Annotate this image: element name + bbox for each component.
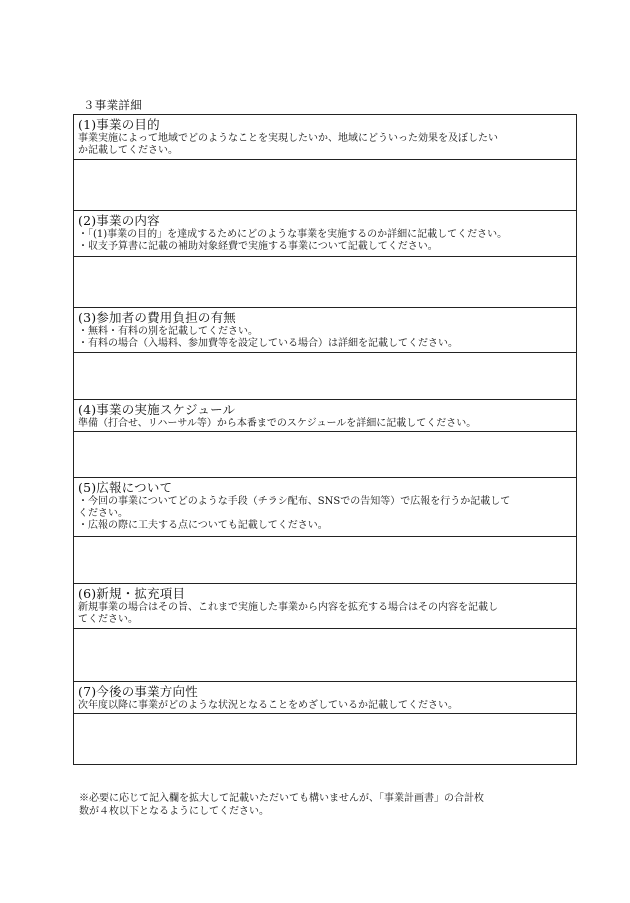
section-3-instruction-line: ・無料・有料の別を記載してください。 <box>78 326 258 337</box>
section-4-header-row <box>74 400 577 432</box>
section-2-instruction-line: ・「(1)事業の目的」を達成するためにどのような事業を実施するのか詳細に記載してください。 <box>78 229 508 240</box>
section-6-instruction-line: てください。 <box>78 614 138 625</box>
section-6-instruction-line: 新規事業の場合はその旨、これまで実施した事業から内容を拡充する場合はその内容を記載し <box>78 602 498 613</box>
section-5-answer-row <box>74 537 577 584</box>
section-6-answer-row <box>74 629 577 682</box>
section-1-instruction-line: か記載してください。 <box>78 145 178 156</box>
section-5-header-row <box>74 478 577 537</box>
section-4-answer-field[interactable] <box>74 432 577 478</box>
section-7-title: (7)今後の事業方向性 <box>78 684 198 699</box>
section-6-answer-field[interactable] <box>74 629 577 682</box>
section-2-header <box>74 211 577 257</box>
document-title: ３事業詳細 <box>83 98 142 112</box>
section-1-header <box>74 115 577 160</box>
section-3-answer-row <box>74 353 577 400</box>
section-2-answer-row <box>74 257 577 308</box>
section-1-answer-field[interactable] <box>74 160 577 211</box>
section-1-title: (1)事業の目的 <box>78 117 160 132</box>
section-2-instruction-line: ・収支予算書に記載の補助対象経費で実施する事業について記載してください。 <box>78 241 438 252</box>
section-2-answer-field[interactable] <box>74 257 577 308</box>
footnote <box>79 792 569 818</box>
section-7-answer-field[interactable] <box>74 714 577 765</box>
section-3-header <box>74 308 577 353</box>
section-2-header-row <box>74 211 577 257</box>
section-5-title: (5)広報について <box>78 480 173 495</box>
section-7-instruction-line: 次年度以降に事業がどのような状況となることをめざしているか記載してください。 <box>78 700 458 711</box>
section-6-header <box>74 584 577 629</box>
section-2-title: (2)事業の内容 <box>78 213 160 228</box>
section-3-instruction-line: ・有料の場合（入場料、参加費等を設定している場合）は詳細を記載してください。 <box>78 338 458 349</box>
footnote-line: ※必要に応じて記入欄を拡大して記載いただいても構いませんが、「事業計画書」の合計枚 <box>79 793 484 804</box>
section-4-answer-row <box>74 432 577 478</box>
section-4-instruction-line: 準備（打合せ、リハーサル等）から本番までのスケジュールを詳細に記載してください。 <box>78 418 477 429</box>
section-6-title: (6)新規・拡充項目 <box>78 586 186 601</box>
section-5-instruction-line: ください。 <box>78 508 128 519</box>
section-1-instruction-line: 事業実施によって地域でどのようなことを実現したいか、地域にどういった効果を及ぼしたい <box>78 133 498 144</box>
section-1-answer-row <box>74 160 577 211</box>
footnote-line: 数が４枚以下となるようにしてください。 <box>79 806 269 817</box>
section-6-header-row <box>74 584 577 629</box>
section-5-instruction-line: ・広報の際に工夫する点についても記載してください。 <box>78 520 328 531</box>
section-3-header-row <box>74 308 577 353</box>
section-3-title: (3)参加者の費用負担の有無 <box>78 310 237 325</box>
section-1-header-row <box>74 115 577 160</box>
section-7-header <box>74 682 577 714</box>
section-3-answer-field[interactable] <box>74 353 577 400</box>
section-4-header <box>74 400 577 432</box>
business-detail-form <box>73 114 577 765</box>
section-4-title: (4)事業の実施スケジュール <box>78 402 236 417</box>
section-5-instruction-line: ・今回の事業についてどのような手段（チラシ配布、SNSでの告知等）で広報を行うか記載して <box>78 496 511 507</box>
section-7-header-row <box>74 682 577 714</box>
section-5-header <box>74 478 577 537</box>
section-5-answer-field[interactable] <box>74 537 577 584</box>
section-7-answer-row <box>74 714 577 765</box>
